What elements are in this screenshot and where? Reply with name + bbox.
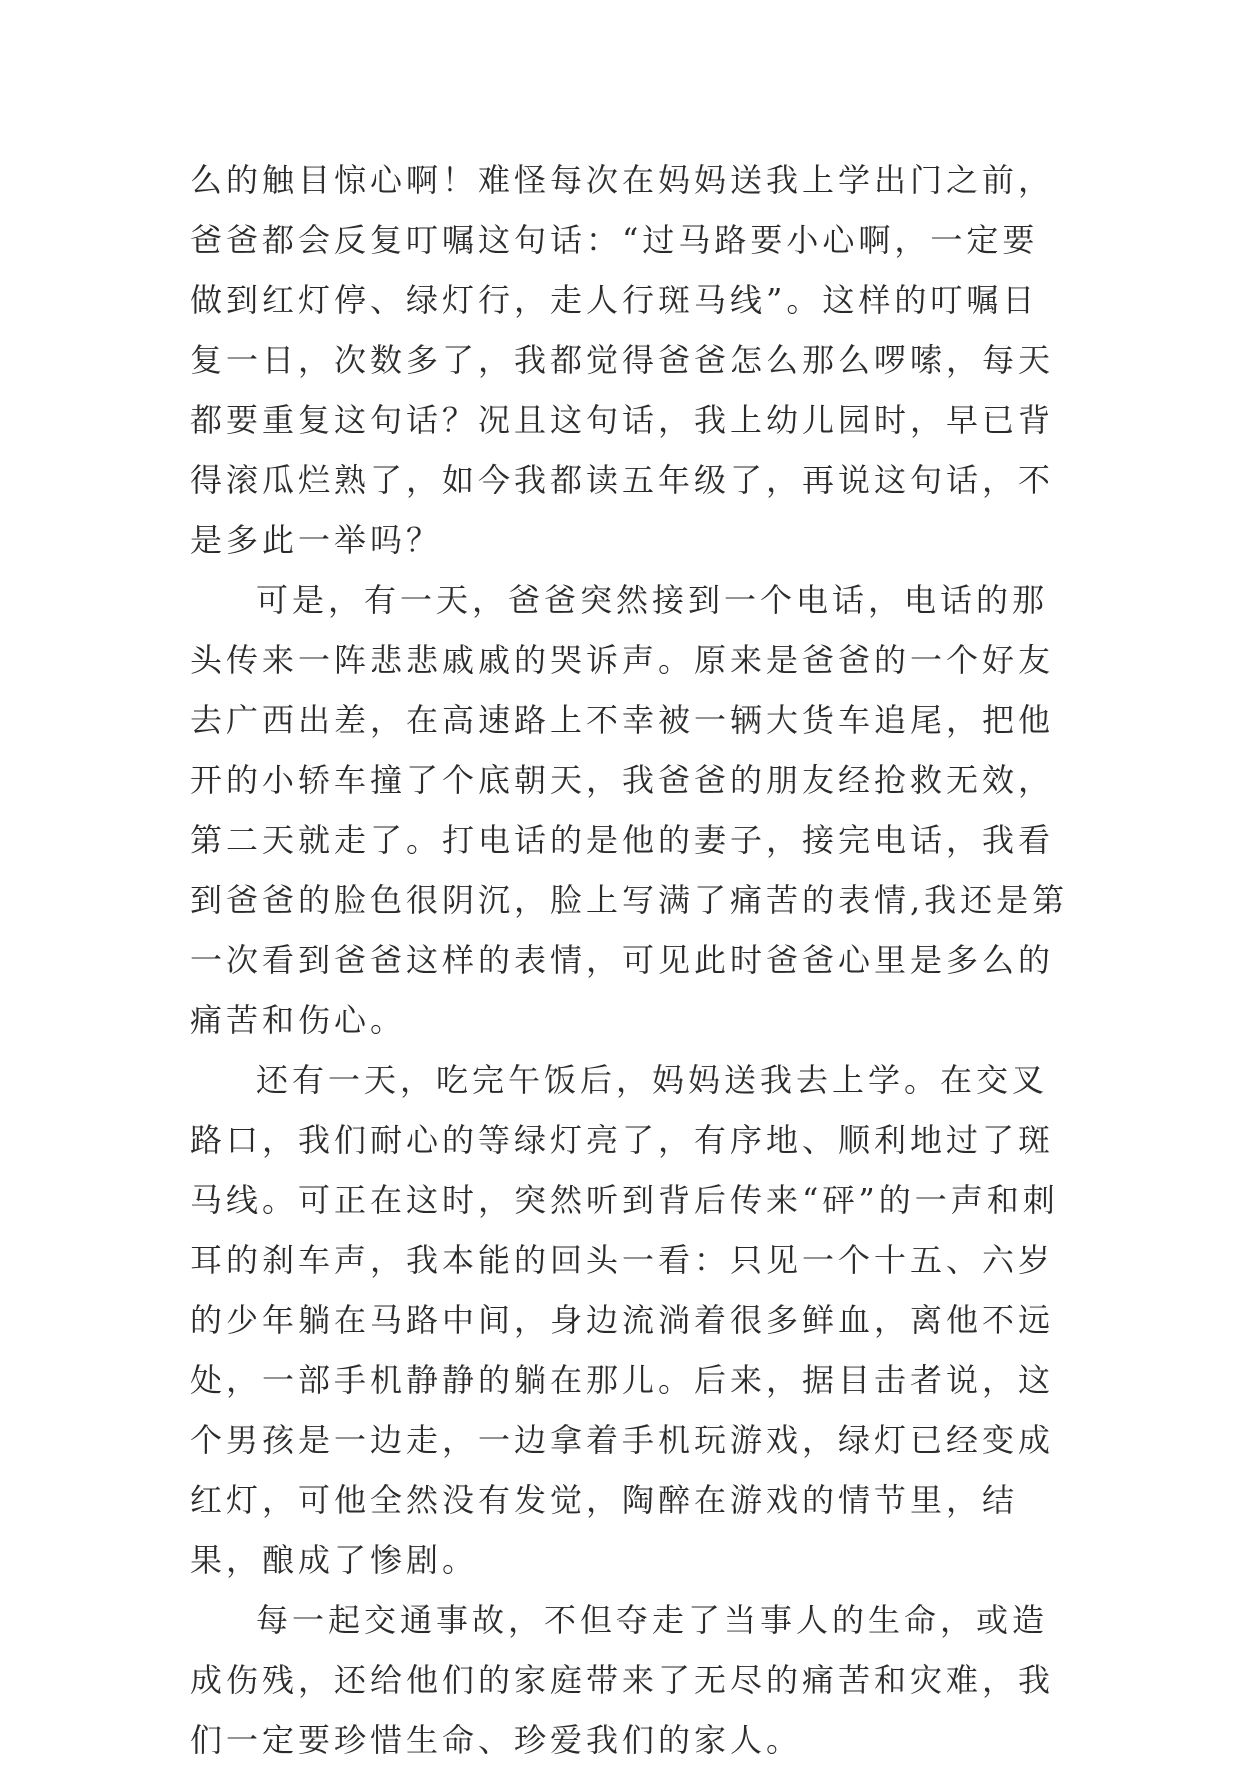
article-body xyxy=(190,150,1070,1770)
paragraph-4: 每一起交通事故，不但夺走了当事人的生命，或造成伤残，还给他们的家庭带来了无尽的痛苦和灾难，我们一定要珍惜生命、珍爱我们的家人。 xyxy=(190,1601,1055,1759)
paragraph-1: 么的触目惊心啊！难怪每次在妈妈送我上学出门之前，爸爸都会反复叮嘱这句话：“过马路要小心啊，一定要做到红灯停、绿灯行，走人行斑马线”。这样的叮嘱日复一日，次数多了，我都觉得爸爸怎么那么啰嗦，每天都要重复这句话？况且这句话，我上幼儿园时，早已背得滚瓜烂熟了，如今我都读五年级了，再说这句话，不是多此一举吗？ xyxy=(190,161,1055,559)
paragraph-3: 还有一天，吃完午饭后，妈妈送我去上学。在交叉路口，我们耐心的等绿灯亮了，有序地、顺利地过了斑马线。可正在这时，突然听到背后传来“砰”的一声和刺耳的刹车声，我本能的回头一看：只见一个十五、六岁的少年躺在马路中间，身边流淌着很多鲜血，离他不远处，一部手机静静的躺在那儿。后来，据目击者说，这个男孩是一边走，一边拿着手机玩游戏，绿灯已经变成红灯，可他全然没有发觉，陶醉在游戏的情节里，结果，酿成了惨剧。 xyxy=(190,1061,1059,1579)
paragraph-2: 可是，有一天，爸爸突然接到一个电话，电话的那头传来一阵悲悲戚戚的哭诉声。原来是爸爸的一个好友去广西出差，在高速路上不幸被一辆大货车追尾，把他开的小轿车撞了个底朝天，我爸爸的朋友经抢救无效，第二天就走了。打电话的是他的妻子，接完电话，我看到爸爸的脸色很阴沉，脸上写满了痛苦的表情,我还是第一次看到爸爸这样的表情，可见此时爸爸心里是多么的痛苦和伤心。 xyxy=(190,581,1069,1039)
